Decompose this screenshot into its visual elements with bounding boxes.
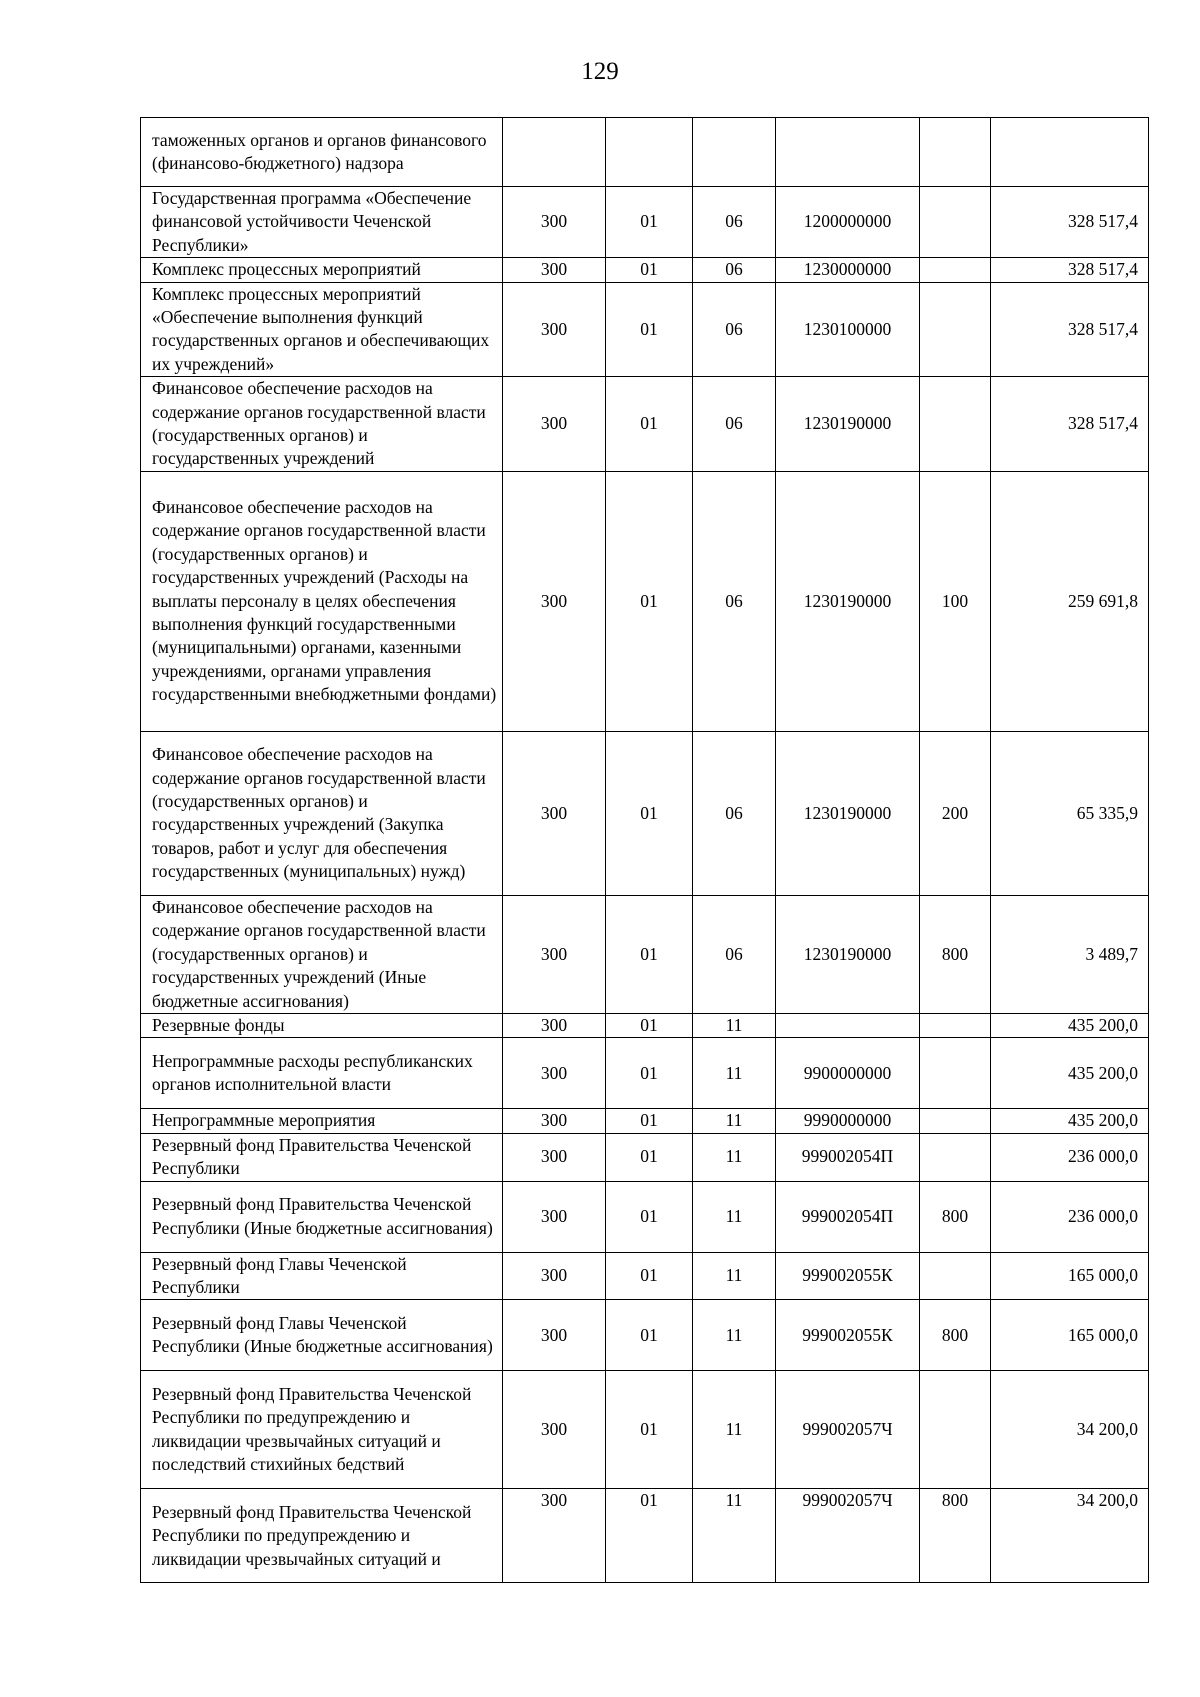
row-gr: 300 (503, 895, 606, 1013)
row-sum: 3 489,7 (991, 895, 1149, 1013)
row-pr: 11 (693, 1489, 776, 1583)
row-name: Резервные фонды (141, 1013, 503, 1037)
row-rz: 01 (606, 731, 693, 895)
table-row (141, 1300, 1149, 1371)
row-pr: 11 (693, 1300, 776, 1371)
row-csr: 999002055К (776, 1252, 920, 1300)
row-rz: 01 (606, 258, 693, 282)
row-rz: 01 (606, 187, 693, 258)
row-vr (920, 118, 991, 187)
row-name: Финансовое обеспечение расходов на содержание органов государственной власти (государственных органов) и государственных учреждений (Расходы на выплаты персоналу в целях обеспечения выполнения функций государственными (муниципальными) органами, казенными учреждениями, органами управления государственными внебюджетными фондами) (141, 471, 503, 731)
row-name: Непрограммные расходы республиканских органов исполнительной власти (141, 1038, 503, 1109)
row-pr: 11 (693, 1109, 776, 1133)
row-gr (503, 118, 606, 187)
row-sum: 34 200,0 (991, 1489, 1149, 1583)
row-rz: 01 (606, 1371, 693, 1489)
row-rz: 01 (606, 1181, 693, 1252)
row-vr: 100 (920, 471, 991, 731)
row-name: Финансовое обеспечение расходов на содержание органов государственной власти (государственных органов) и государственных учреждений (Иные бюджетные ассигнования) (141, 895, 503, 1013)
row-rz: 01 (606, 1252, 693, 1300)
row-sum: 328 517,4 (991, 377, 1149, 472)
row-sum: 435 200,0 (991, 1109, 1149, 1133)
row-rz: 01 (606, 895, 693, 1013)
table-row (141, 1109, 1149, 1133)
row-sum (991, 118, 1149, 187)
row-gr: 300 (503, 258, 606, 282)
row-pr: 11 (693, 1038, 776, 1109)
row-pr: 11 (693, 1013, 776, 1037)
row-gr: 300 (503, 1181, 606, 1252)
row-rz: 01 (606, 282, 693, 377)
row-sum: 328 517,4 (991, 187, 1149, 258)
row-name: Резервный фонд Правительства Чеченской Республики по предупреждению и ликвидации чрезвычайных ситуаций и (141, 1489, 503, 1583)
row-name: Резервный фонд Правительства Чеченской Республики (141, 1133, 503, 1181)
row-pr: 11 (693, 1181, 776, 1252)
row-name: Государственная программа «Обеспечение финансовой устойчивости Чеченской Республики» (141, 187, 503, 258)
table-row (141, 1133, 1149, 1181)
table-row (141, 471, 1149, 731)
row-vr (920, 282, 991, 377)
row-vr (920, 1109, 991, 1133)
row-csr: 999002054П (776, 1181, 920, 1252)
row-pr: 11 (693, 1133, 776, 1181)
table-row (141, 118, 1149, 187)
row-gr: 300 (503, 1109, 606, 1133)
row-csr: 999002054П (776, 1133, 920, 1181)
row-vr: 800 (920, 895, 991, 1013)
row-sum: 435 200,0 (991, 1038, 1149, 1109)
row-rz: 01 (606, 1038, 693, 1109)
table-row (141, 1371, 1149, 1489)
row-sum: 236 000,0 (991, 1133, 1149, 1181)
row-vr: 800 (920, 1300, 991, 1371)
row-sum: 259 691,8 (991, 471, 1149, 731)
row-pr (693, 118, 776, 187)
row-name: Резервный фонд Правительства Чеченской Республики по предупреждению и ликвидации чрезвычайных ситуаций и последствий стихийных бедствий (141, 1371, 503, 1489)
row-gr: 300 (503, 471, 606, 731)
row-pr: 06 (693, 471, 776, 731)
row-vr (920, 1133, 991, 1181)
row-vr (920, 187, 991, 258)
row-vr (920, 1252, 991, 1300)
row-name: Непрограммные мероприятия (141, 1109, 503, 1133)
row-gr: 300 (503, 187, 606, 258)
row-vr: 800 (920, 1489, 991, 1583)
row-sum: 65 335,9 (991, 731, 1149, 895)
row-name: таможенных органов и органов финансового (финансово-бюджетного) надзора (141, 118, 503, 187)
row-gr: 300 (503, 1038, 606, 1109)
row-gr: 300 (503, 377, 606, 472)
row-gr: 300 (503, 1013, 606, 1037)
row-sum: 34 200,0 (991, 1371, 1149, 1489)
row-csr: 1230190000 (776, 471, 920, 731)
row-pr: 06 (693, 731, 776, 895)
row-name: Комплекс процессных мероприятий «Обеспечение выполнения функций государственных органов и обеспечивающих их учреждений» (141, 282, 503, 377)
row-pr: 06 (693, 282, 776, 377)
row-vr: 200 (920, 731, 991, 895)
row-pr: 11 (693, 1252, 776, 1300)
row-name: Резервный фонд Главы Чеченской Республики (141, 1252, 503, 1300)
row-pr: 06 (693, 895, 776, 1013)
row-name: Резервный фонд Главы Чеченской Республики (Иные бюджетные ассигнования) (141, 1300, 503, 1371)
row-gr: 300 (503, 1133, 606, 1181)
row-gr: 300 (503, 1489, 606, 1583)
row-rz: 01 (606, 1013, 693, 1037)
row-vr: 800 (920, 1181, 991, 1252)
row-rz: 01 (606, 1489, 693, 1583)
row-vr (920, 258, 991, 282)
row-pr: 06 (693, 377, 776, 472)
row-vr (920, 377, 991, 472)
row-sum: 165 000,0 (991, 1252, 1149, 1300)
row-vr (920, 1013, 991, 1037)
row-gr: 300 (503, 1300, 606, 1371)
row-gr: 300 (503, 1371, 606, 1489)
row-name: Резервный фонд Правительства Чеченской Республики (Иные бюджетные ассигнования) (141, 1181, 503, 1252)
row-sum: 165 000,0 (991, 1300, 1149, 1371)
table-row (141, 282, 1149, 377)
row-csr: 9900000000 (776, 1038, 920, 1109)
row-sum: 435 200,0 (991, 1013, 1149, 1037)
row-rz: 01 (606, 377, 693, 472)
row-pr: 06 (693, 258, 776, 282)
row-name: Комплекс процессных мероприятий (141, 258, 503, 282)
row-name: Финансовое обеспечение расходов на содержание органов государственной власти (государственных органов) и государственных учреждений (Закупка товаров, работ и услуг для обеспечения государственных (муниципальных) нужд) (141, 731, 503, 895)
row-csr (776, 1013, 920, 1037)
page-number: 129 (581, 58, 619, 85)
table-row (141, 1181, 1149, 1252)
row-gr: 300 (503, 731, 606, 895)
row-csr: 9990000000 (776, 1109, 920, 1133)
row-rz (606, 118, 693, 187)
row-pr: 11 (693, 1371, 776, 1489)
table-row (141, 895, 1149, 1013)
table-row (141, 1489, 1149, 1583)
row-sum: 236 000,0 (991, 1181, 1149, 1252)
row-csr: 1230190000 (776, 377, 920, 472)
row-csr: 1230190000 (776, 895, 920, 1013)
table-row (141, 258, 1149, 282)
row-csr: 1230000000 (776, 258, 920, 282)
row-rz: 01 (606, 1133, 693, 1181)
row-pr: 06 (693, 187, 776, 258)
row-csr: 999002057Ч (776, 1371, 920, 1489)
row-rz: 01 (606, 471, 693, 731)
table-row (141, 731, 1149, 895)
row-vr (920, 1038, 991, 1109)
row-gr: 300 (503, 1252, 606, 1300)
row-csr: 1200000000 (776, 187, 920, 258)
row-vr (920, 1371, 991, 1489)
row-name: Финансовое обеспечение расходов на содержание органов государственной власти (государственных органов) и государственных учреждений (141, 377, 503, 472)
row-csr: 999002057Ч (776, 1489, 920, 1583)
row-csr (776, 118, 920, 187)
row-csr: 1230100000 (776, 282, 920, 377)
table-row (141, 1013, 1149, 1037)
row-gr: 300 (503, 282, 606, 377)
row-csr: 1230190000 (776, 731, 920, 895)
row-csr: 999002055К (776, 1300, 920, 1371)
table-row (141, 187, 1149, 258)
table-row (141, 377, 1149, 472)
table-row (141, 1038, 1149, 1109)
row-rz: 01 (606, 1109, 693, 1133)
budget-table (140, 117, 1149, 1583)
row-sum: 328 517,4 (991, 282, 1149, 377)
row-rz: 01 (606, 1300, 693, 1371)
table-row (141, 1252, 1149, 1300)
row-sum: 328 517,4 (991, 258, 1149, 282)
